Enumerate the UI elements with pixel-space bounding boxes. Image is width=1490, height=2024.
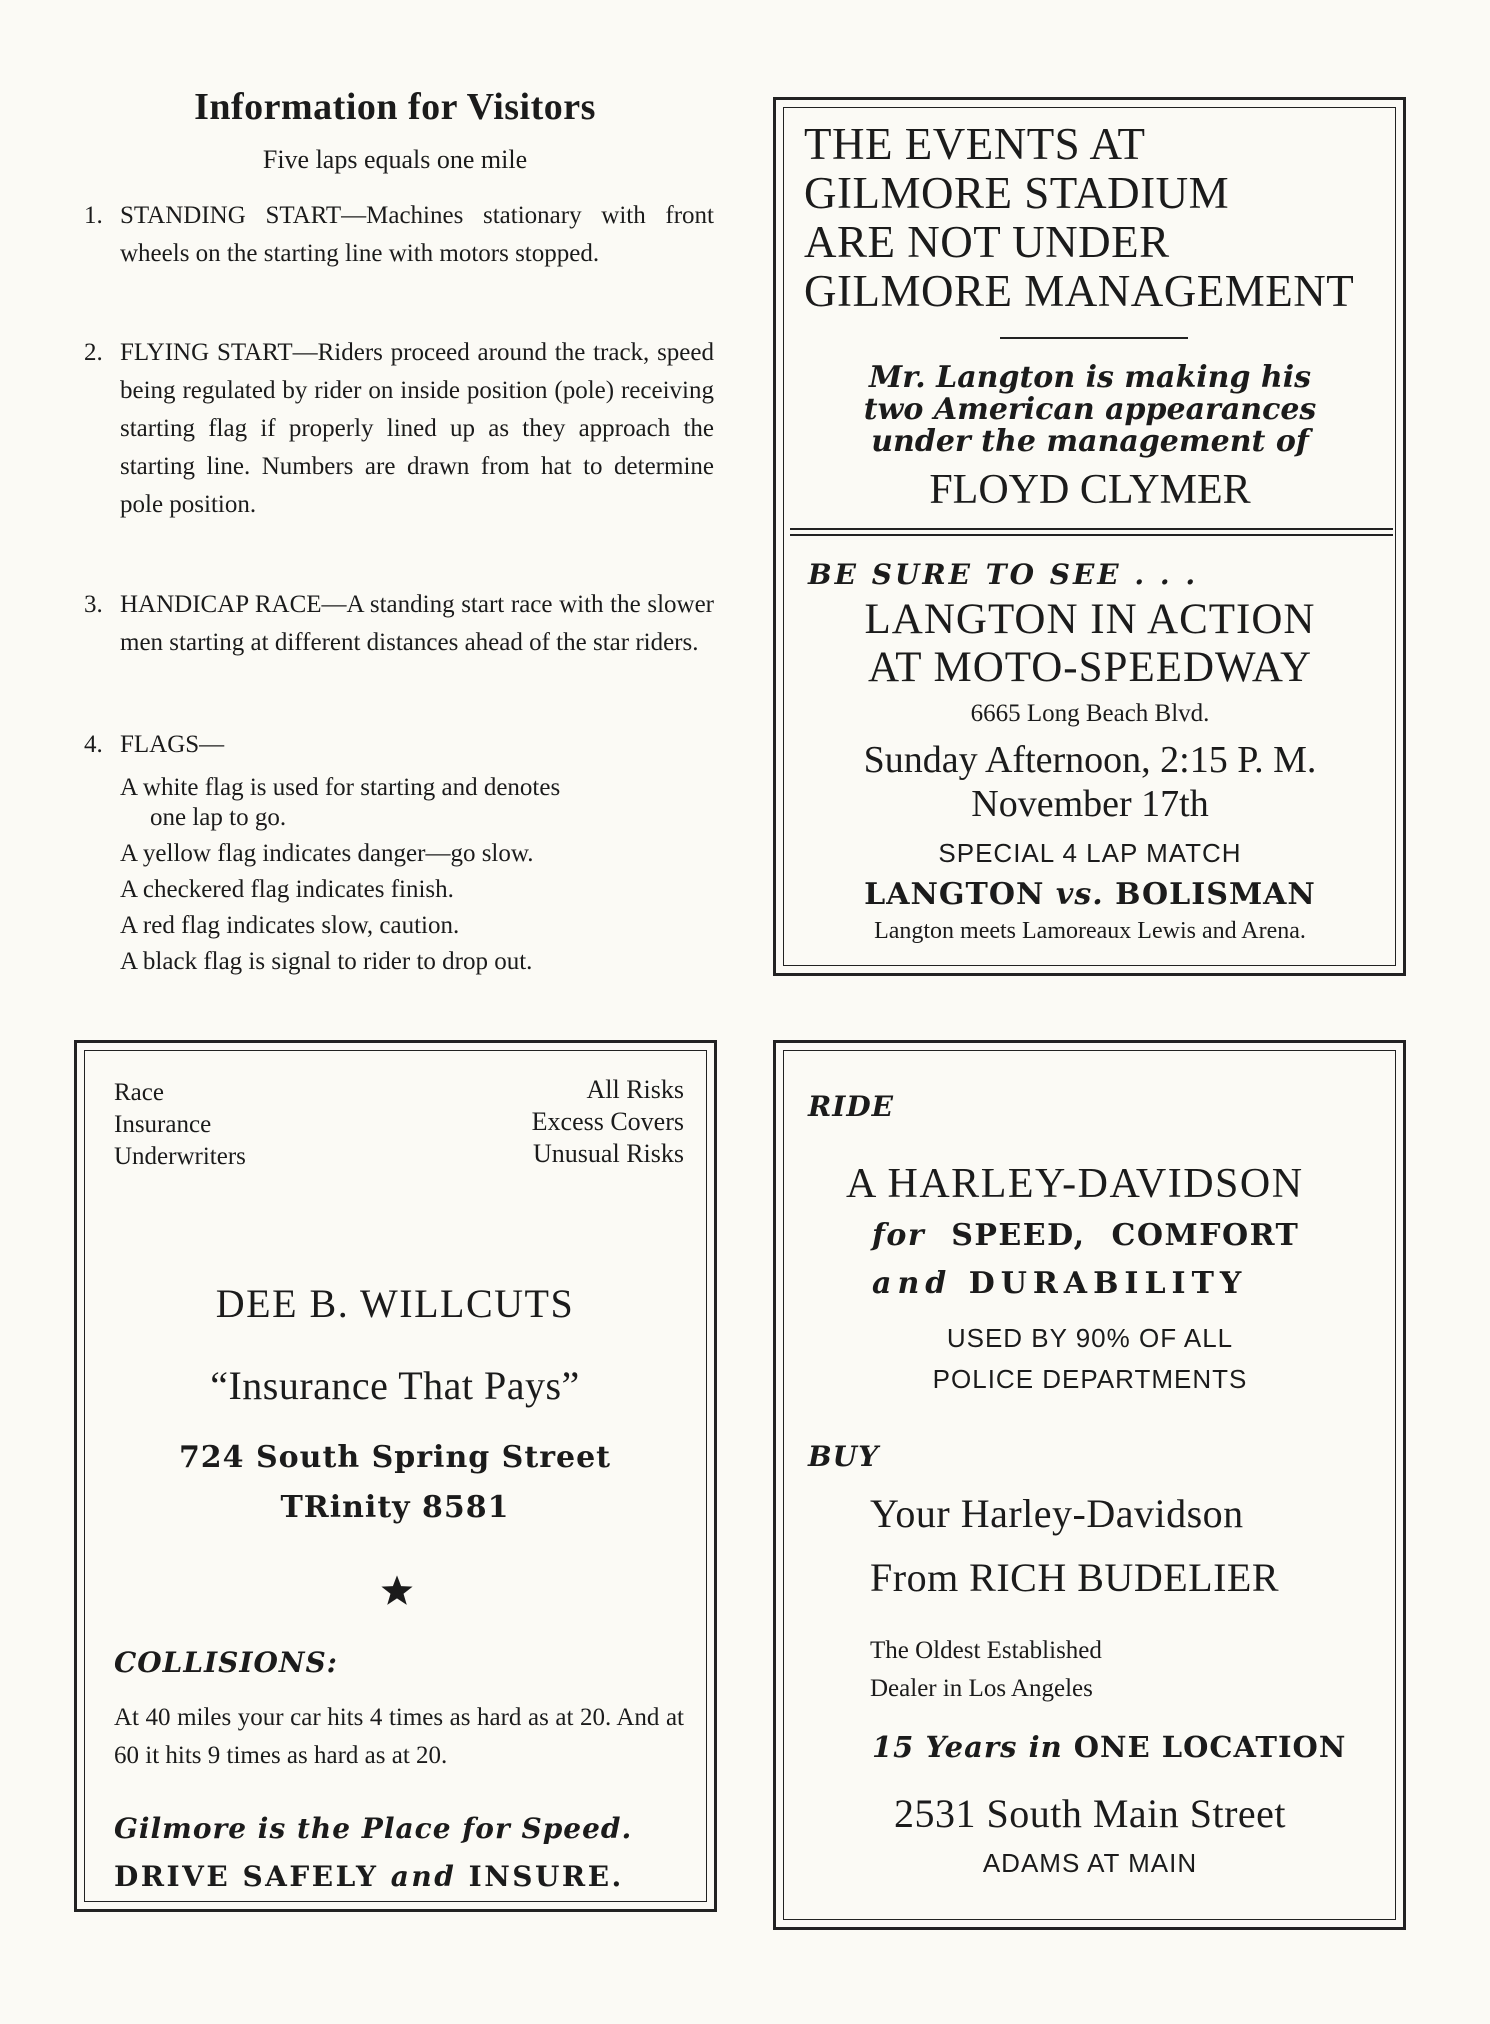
drive-c: INSURE.: [468, 1860, 624, 1893]
ride-heading: RIDE: [808, 1090, 894, 1123]
info-item: [84, 726, 714, 980]
item-text: STANDING START—Machines stationary with front wheels on the starting line with motors stopped.: [120, 202, 714, 267]
insurer-street: 724 South Spring Street: [178, 1440, 612, 1475]
versus-label: vs.: [1055, 877, 1104, 912]
dealer-headline: [870, 1482, 1279, 1610]
dealer-street: 2531 South Main Street: [893, 1791, 1287, 1836]
info-item: [84, 197, 714, 273]
and-word: and: [872, 1266, 953, 1301]
divider: [1000, 337, 1188, 339]
ins-left-line: Race: [114, 1079, 164, 1106]
notice-line: GILMORE STADIUM: [804, 168, 1230, 218]
years-b: ONE LOCATION: [1073, 1730, 1347, 1764]
manager-name: FLOYD CLYMER: [929, 467, 1251, 513]
ins-right-line: Unusual Risks: [533, 1139, 684, 1168]
meets-line: Langton meets Lamoreaux Lewis and Arena.: [874, 918, 1306, 944]
ins-left-line: Insurance: [114, 1111, 212, 1138]
drive-a: DRIVE SAFELY: [114, 1860, 379, 1893]
flag-line: A red flag indicates slow, caution.: [120, 912, 460, 939]
item-text: HANDICAP RACE—A standing start race with the slower men starting at different distances ahead of the star riders.: [120, 591, 714, 656]
insurer-slogan: “Insurance That Pays”: [210, 1363, 580, 1408]
info-item: [84, 586, 714, 662]
harley-used-by: [790, 1318, 1390, 1400]
flag-line: A yellow flag indicates danger—go slow.: [120, 840, 534, 867]
flag-list: [84, 770, 714, 980]
rider-left: LANGTON: [864, 877, 1045, 912]
event-time: [790, 738, 1390, 826]
ins-right-line: All Risks: [586, 1075, 684, 1104]
speedway-address: 6665 Long Beach Blvd.: [970, 700, 1210, 727]
event-time-line: Sunday Afternoon, 2:15 P. M.: [863, 739, 1317, 781]
harley-brand: A HARLEY-DAVIDSON: [846, 1161, 1304, 1207]
notice-line: THE EVENTS AT: [804, 119, 1146, 169]
for-word: for: [872, 1218, 926, 1253]
action-headline: [790, 596, 1390, 692]
drive-safely-line: [114, 1860, 684, 1893]
years-a: 15 Years in: [872, 1730, 1063, 1764]
years-line: [872, 1730, 1346, 1764]
oldest-line: Dealer in Los Angeles: [870, 1675, 1093, 1702]
harley-durability-line: [872, 1266, 1247, 1301]
action-line: AT MOTO-SPEEDWAY: [867, 644, 1313, 691]
insurance-left-list: [114, 1077, 246, 1173]
dealer-oldest: [870, 1632, 1102, 1708]
oldest-line: The Oldest Established: [870, 1637, 1102, 1664]
flag-line: one lap to go.: [150, 804, 287, 831]
flag-line: A black flag is signal to rider to drop out.: [120, 948, 533, 975]
management-note: [790, 362, 1390, 458]
info-item: [84, 334, 714, 524]
collisions-text: At 40 miles your car hits 4 times as hard as at 20. And at 60 it hits 9 times as hard as at 20.: [114, 1704, 684, 1769]
buy-heading: BUY: [808, 1440, 880, 1473]
info-title: Information for Visitors: [194, 86, 596, 128]
notice-line: GILMORE MANAGEMENT: [804, 266, 1355, 316]
durability: DURABILITY: [968, 1266, 1248, 1301]
item-number: 3.: [84, 591, 103, 618]
action-line: LANGTON IN ACTION: [864, 596, 1316, 643]
drive-b: and: [390, 1860, 457, 1893]
collisions-heading: COLLISIONS:: [114, 1646, 339, 1679]
insurer-phone: TRinity 8581: [280, 1490, 510, 1525]
flag-line: A white flag is used for starting and denotes: [120, 774, 561, 801]
item-number: 4.: [84, 731, 103, 758]
special-match: SPECIAL 4 LAP MATCH: [938, 838, 1242, 868]
management-line: two American appearances: [863, 392, 1317, 427]
dealer-line: From RICH BUDELIER: [870, 1555, 1279, 1600]
dealer-line: Your Harley-Davidson: [870, 1491, 1244, 1536]
insurance-right-list: [420, 1074, 684, 1170]
item-text: FLYING START—Riders proceed around the track, speed being regulated by rider on inside position (pole) receiving starting flag if properly lined up as they approach the starting line. Numbers are drawn from hat to determine pole position.: [120, 339, 714, 518]
gilmore-notice: [804, 120, 1394, 316]
double-divider: [790, 528, 1393, 536]
used-line: USED BY 90% OF ALL: [946, 1323, 1234, 1353]
item-number: 2.: [84, 339, 103, 366]
match-versus: [790, 877, 1390, 912]
be-sure-heading: BE SURE TO SEE . . .: [808, 558, 1199, 591]
item-number: 1.: [84, 202, 103, 229]
rider-right: BOLISMAN: [1115, 877, 1316, 912]
speed-comfort: SPEED, COMFORT: [951, 1218, 1300, 1253]
ins-left-line: Underwriters: [114, 1143, 246, 1170]
used-line: POLICE DEPARTMENTS: [932, 1364, 1248, 1394]
dealer-cross-street: ADAMS AT MAIN: [982, 1848, 1198, 1878]
item-text: FLAGS—: [120, 731, 225, 758]
speed-line: Gilmore is the Place for Speed.: [114, 1812, 633, 1845]
management-line: under the management of: [871, 424, 1309, 459]
flag-line: A checkered flag indicates finish.: [120, 876, 454, 903]
insurer-name: DEE B. WILLCUTS: [215, 1281, 575, 1326]
harley-speed-line: [872, 1218, 1299, 1253]
notice-line: ARE NOT UNDER: [804, 217, 1170, 267]
star-icon: [380, 1574, 414, 1608]
info-subtitle: Five laps equals one mile: [262, 145, 528, 174]
event-date: November 17th: [971, 783, 1209, 825]
management-line: Mr. Langton is making his: [868, 360, 1312, 395]
ins-right-line: Excess Covers: [531, 1107, 684, 1136]
